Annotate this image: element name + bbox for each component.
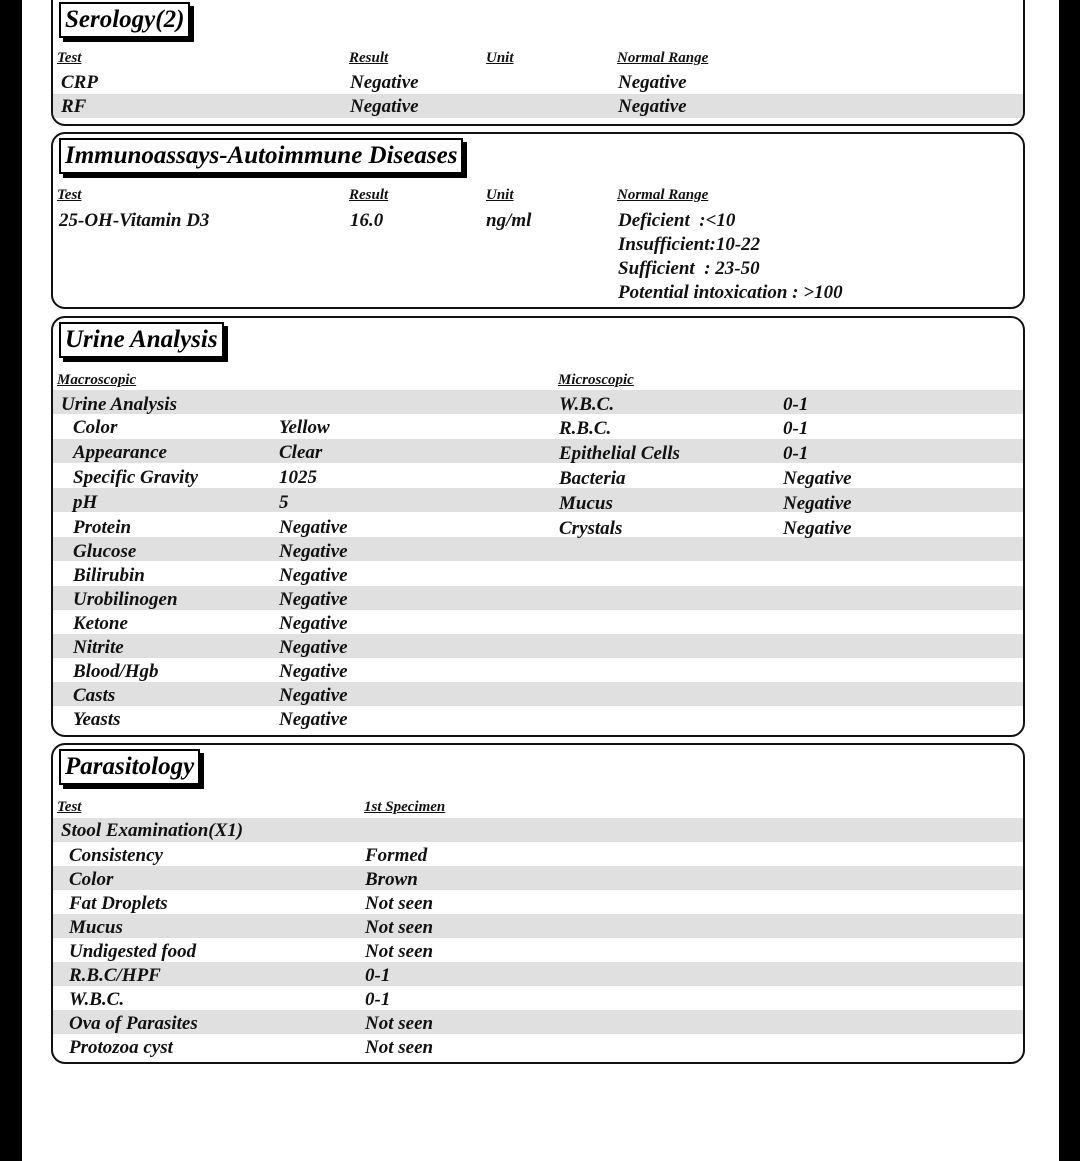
urine-analysis-title: Urine Analysis [59, 322, 224, 358]
serology-row-range: Negative [618, 96, 687, 117]
urine-micro-value: 0-1 [783, 443, 809, 464]
urine-macro-value: Negative [279, 685, 348, 706]
urine-micro-label: Bacteria [559, 468, 626, 489]
urine-macro-label: Protein [73, 517, 132, 538]
urine-macro-value: Negative [279, 637, 348, 658]
urine-macro-value: Negative [279, 589, 348, 610]
urine-macro-label: Bilirubin [73, 565, 145, 586]
serology-row-test: RF [61, 96, 87, 117]
stool-row-label: Color [69, 869, 114, 890]
urine-macro-value: 1025 [279, 467, 317, 488]
urine-micro-label: Epithelial Cells [559, 443, 680, 464]
immunoassays-title: Immunoassays-Autoimmune Diseases [59, 138, 463, 174]
urine-micro-label: Crystals [559, 518, 623, 539]
urine-micro-label: R.B.C. [559, 418, 612, 439]
urine-macro-label: Specific Gravity [73, 467, 199, 488]
stool-row-value: Not seen [365, 1037, 434, 1058]
immuno-unit-header: Unit [486, 187, 514, 203]
urine-macro-label: Yeasts [73, 709, 121, 730]
immuno-range-header: Normal Range [617, 187, 709, 203]
stool-row-label: Mucus [69, 917, 123, 938]
parasitology-test-header: Test [57, 799, 82, 815]
stool-row-value: Not seen [365, 917, 434, 938]
urine-macro-value: Negative [279, 709, 348, 730]
parasitology-specimen-header: 1st Specimen [364, 799, 446, 815]
urine-micro-value: Negative [783, 518, 852, 539]
stool-row-label: W.B.C. [69, 989, 125, 1010]
serology-row-result: Negative [350, 96, 419, 117]
immuno-result-header: Result [349, 187, 389, 203]
parasitology-title: Parasitology [59, 749, 200, 785]
stool-row-value: Not seen [365, 941, 434, 962]
urine-micro-value: Negative [783, 493, 852, 514]
immuno-test-header: Test [57, 187, 82, 203]
urine-macro-label: Color [73, 417, 118, 438]
vitamin-d-result: 16.0 [350, 210, 384, 231]
stool-row-label: R.B.C/HPF [69, 965, 161, 986]
urine-macro-label: Casts [73, 685, 116, 706]
urine-macro-value: 5 [279, 492, 289, 513]
serology-row-test: CRP [61, 72, 98, 93]
microscopic-header: Microscopic [558, 372, 634, 388]
stool-row-label: Consistency [69, 845, 163, 866]
urine-macro-label: Urobilinogen [73, 589, 178, 610]
vitamin-d-test: 25-OH-Vitamin D3 [59, 210, 210, 231]
stool-row-value: Not seen [365, 1013, 434, 1034]
urine-macro-value: Negative [279, 541, 348, 562]
serology-section [51, 0, 1025, 126]
stool-row-value: Formed [365, 845, 428, 866]
urine-micro-value: 0-1 [783, 394, 809, 415]
vitamin-d-range-line: Potential intoxication : >100 [618, 282, 843, 303]
urine-macro-value: Negative [279, 661, 348, 682]
urine-macro-label: Blood/Hgb [73, 661, 159, 682]
stool-row-label: Fat Droplets [69, 893, 168, 914]
parasitology-section [51, 743, 1025, 1064]
vitamin-d-unit: ng/ml [486, 210, 532, 231]
serology-unit-header: Unit [486, 50, 514, 66]
report-page [22, 0, 1059, 1161]
stool-row-label: Undigested food [69, 941, 197, 962]
urine-macro-value: Yellow [279, 417, 330, 438]
serology-row-result: Negative [350, 72, 419, 93]
macroscopic-header: Macroscopic [57, 372, 137, 388]
urine-micro-label: Mucus [559, 493, 613, 514]
stool-row-label: Protozoa cyst [69, 1037, 173, 1058]
stool-group-label: Stool Examination(X1) [61, 820, 244, 841]
urine-macro-label: pH [73, 492, 98, 513]
vitamin-d-range-line: Deficient :<10 [618, 210, 736, 231]
stool-row-value: Not seen [365, 893, 434, 914]
urine-micro-value: Negative [783, 468, 852, 489]
vitamin-d-range-line: Sufficient : 23-50 [618, 258, 760, 279]
serology-row-range: Negative [618, 72, 687, 93]
stool-row-value: Brown [365, 869, 418, 890]
urine-macro-value: Clear [279, 442, 323, 463]
urine-macro-label: Ketone [73, 613, 128, 634]
immunoassays-section [51, 132, 1025, 309]
stool-row-value: 0-1 [365, 989, 391, 1010]
urine-macro-label: Glucose [73, 541, 137, 562]
urine-macro-value: Negative [279, 517, 348, 538]
urine-macro-value: Negative [279, 613, 348, 634]
stool-row-label: Ova of Parasites [69, 1013, 198, 1034]
stool-row-value: 0-1 [365, 965, 391, 986]
urine-analysis-section [51, 316, 1025, 737]
serology-test-header: Test [57, 50, 82, 66]
urine-group-label: Urine Analysis [61, 394, 177, 415]
serology-range-header: Normal Range [617, 50, 709, 66]
urine-micro-label: W.B.C. [559, 394, 615, 415]
serology-title: Serology(2) [59, 2, 190, 38]
urine-macro-value: Negative [279, 565, 348, 586]
urine-macro-label: Appearance [73, 442, 167, 463]
urine-macro-label: Nitrite [73, 637, 124, 658]
serology-result-header: Result [349, 50, 389, 66]
urine-micro-value: 0-1 [783, 418, 809, 439]
vitamin-d-range-line: Insufficient:10-22 [618, 234, 761, 255]
